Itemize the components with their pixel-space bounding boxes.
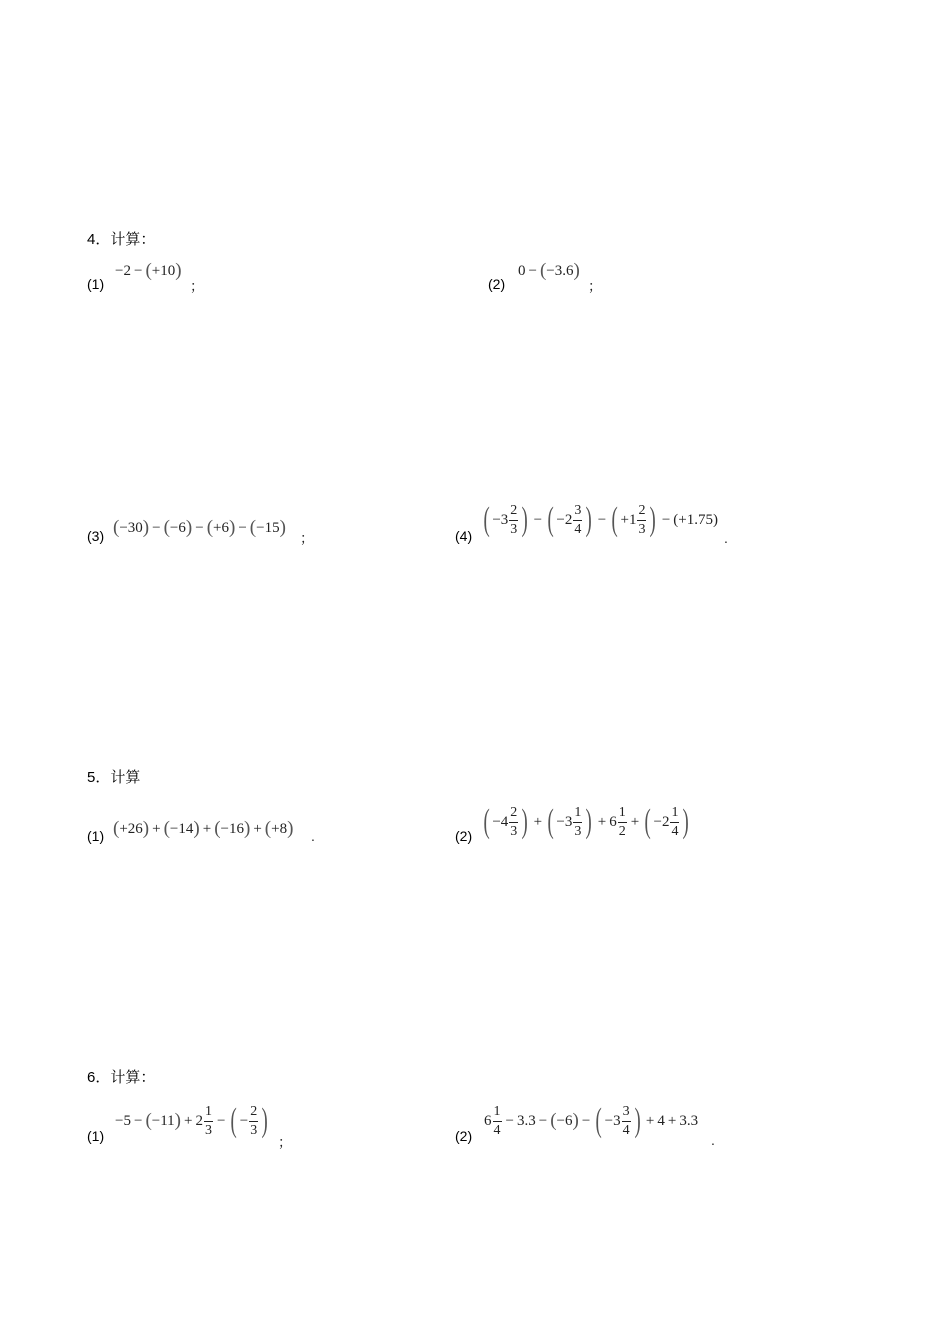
end-punct: .: [711, 1132, 715, 1148]
expression-5-2: ( −4 $\frac{2}{3}$ ) + ( −3 $\frac{1}{3}$ ) + 6 $\frac{1}{2}$ + ( −2 $\frac{1}{4}$ ): [483, 803, 690, 840]
end-punct: ；: [278, 1134, 292, 1150]
item-label: (1): [87, 276, 105, 292]
expression-6-2: 6 $\frac{1}{4}$ − 3.3 − ( −6 ) − ( −3 $\frac{3}{4}$ ) + 4 + 3.3: [484, 1102, 699, 1139]
item-label: (2): [488, 276, 506, 292]
expression-4-3: ( −30 ) − ( −6 ) − ( +6 ) − ( −15 ): [113, 517, 286, 538]
item-label: (4): [455, 528, 473, 544]
item-label: (3): [87, 528, 105, 544]
item-label: (1): [87, 828, 105, 844]
item-label: (1): [87, 1128, 105, 1144]
expression-5-1: ( +26 ) + ( −14 ) + ( −16 ) + ( +8 ): [113, 818, 294, 839]
expression-4-4: ( −3 $\frac{2}{3}$ ) − ( −2 $\frac{3}{4}$ ) − ( +1 $\frac{2}{3}$ ) − (+1.75): [483, 501, 718, 538]
item-label: (2): [455, 828, 473, 844]
expression-4-1: −2 − ( +10 ): [115, 260, 182, 281]
expression-4-2: 0 − ( −3.6 ): [518, 260, 580, 281]
end-punct: .: [311, 828, 315, 844]
end-punct: ；: [588, 278, 602, 294]
problem-5-title: 5．计算: [87, 769, 141, 786]
item-label: (2): [455, 1128, 473, 1144]
problem-6-title: 6．计算：: [87, 1069, 156, 1086]
problem-4-title: 4．计算：: [87, 231, 156, 248]
expression-6-1: −5 − ( −11 ) + 2 $\frac{1}{3}$ − ( − $\frac{2}{3}$ ): [115, 1102, 269, 1139]
end-punct: ；: [300, 530, 314, 546]
end-punct: .: [724, 530, 728, 546]
end-punct: ；: [190, 278, 204, 294]
